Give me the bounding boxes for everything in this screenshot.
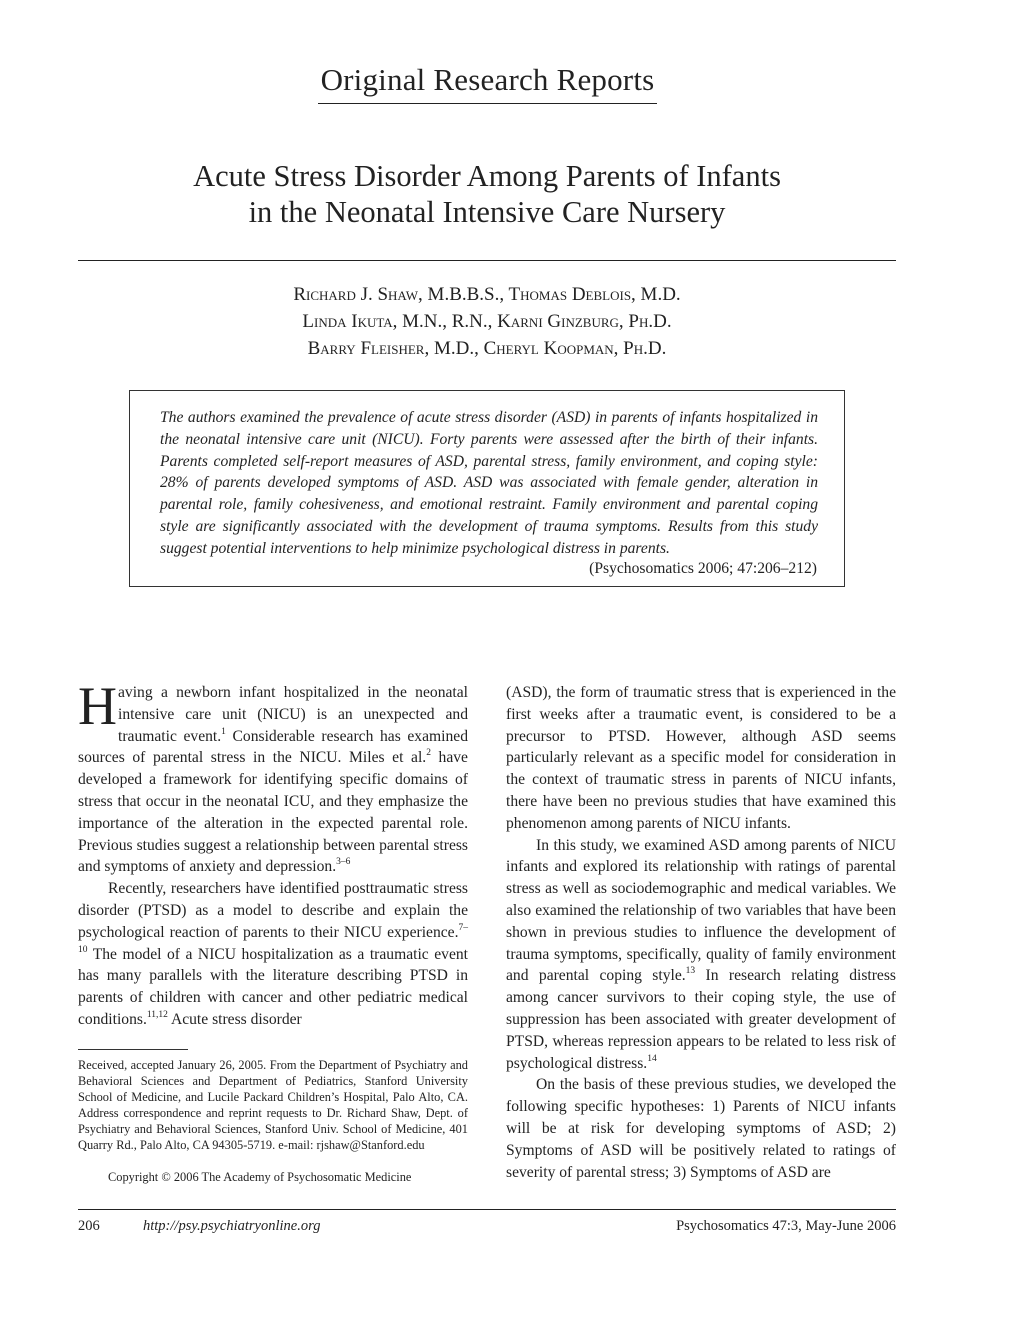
title-line-1: Acute Stress Disorder Among Parents of Infants	[193, 159, 781, 193]
section-header-text: Original Research Reports	[318, 62, 658, 104]
citation-marker: 2	[426, 748, 431, 759]
citation-marker: 11,12	[146, 1009, 168, 1020]
footnote-text: Received, accepted January 26, 2005. From the Department of Psychiatry and Behavioral Sciences and Department of Pediatrics, Stanford University School of Medicine, and Lucile Packard Children’s Hospital, Palo Alto, CA. Address correspondence and reprint requests to Dr. Richard Shaw, Dept. of Psychiatry and Behavioral Sciences, Stanford Univ. School of Medicine, 401 Quarry Rd., Palo Alto, CA 94305-5719. e-mail: rjshaw@Stanford.edu	[78, 1058, 468, 1152]
author-line: Richard J. Shaw, M.B.B.S., Thomas Deblois, M.D.	[293, 284, 681, 305]
body-column-left	[78, 676, 468, 1031]
body-paragraph: (ASD), the form of traumatic stress that is experienced in the first weeks after a traumatic event, is considered to be a precursor to PTSD. However, although ASD seems particularly relevant as a specific model for consideration in the context of traumatic stress in parents of NICU infants, there have been no previous studies that have examined this phenomenon among parents of NICU infants.	[506, 684, 896, 832]
body-paragraph: Recently, researchers have identified posttraumatic stress disorder (PTSD) as a model to describe and explain the psychological reaction of parents to their NICU experience.$^{7-10}$ The model of a NICU hospitalization as a traumatic event has many parallels with the literature describing PTSD in parents of children with cancer and other pediatric medical conditions.$^{11,12}$ Acute stress disorder	[78, 880, 468, 1028]
body-paragraph: In this study, we examined ASD among parents of NICU infants and explored its relationship with ratings of parental stress as well as sociodemographic and medical variables. We also examined the relationship of two variables that have been shown in previous studies to influence the development of trauma symptoms, specifically, quality of family environment and parental coping style.$^{13}$ In research relating distress among cancer survivors to their coping style, the use of suppression has been associated with greater development of PTSD, whereas repression appears to be related to less risk of psychological distress.$^{14}$	[506, 836, 896, 1072]
footnote-divider	[78, 1049, 188, 1050]
author-line: Barry Fleisher, M.D., Cheryl Koopman, Ph.D.	[307, 338, 667, 359]
section-header	[0, 62, 975, 104]
copyright-notice: Copyright © 2006 The Academy of Psychosomatic Medicine	[108, 1170, 412, 1184]
body-paragraph: On the basis of these previous studies, we developed the following specific hypotheses: 1) Parents of NICU infants will be at risk for developing symptoms of ASD; 2) Symptoms of ASD will be positively related to ratings of severity of parental stress; 3) Symptoms of ASD are	[506, 1076, 896, 1181]
abstract-box	[129, 390, 845, 587]
citation-marker: 13	[685, 966, 696, 977]
citation-marker: 3–6	[336, 857, 351, 868]
author-list	[78, 281, 896, 362]
page-number: 206	[78, 1218, 100, 1234]
citation-marker: 1	[221, 726, 226, 737]
drop-cap: H	[78, 676, 117, 736]
footer-divider	[78, 1209, 896, 1210]
author-line: Linda Ikuta, M.N., R.N., Karni Ginzburg, Ph.D.	[302, 311, 672, 332]
title-divider	[78, 260, 896, 261]
title-line-2: in the Neonatal Intensive Care Nursery	[248, 195, 726, 229]
journal-url: http://psy.psychiatryonline.org	[143, 1218, 321, 1234]
citation-marker: 7–10	[78, 922, 468, 955]
body-column-right	[506, 682, 896, 1183]
abstract-text: The authors examined the prevalence of acute stress disorder (ASD) in parents of infants hospitalized in the neonatal intensive care unit (NICU). Forty parents were assessed after the birth of their infants. Parents completed self-report measures of ASD, parental stress, family environment, and coping style: 28% of parents developed symptoms of ASD. ASD was associated with female gender, alteration in parental role, family cohesiveness, and emotional restraint. Family environment and parental coping style are significantly associated with the development of trauma symptoms. Results from this study suggest potential interventions to help minimize psychological distress in parents.	[160, 409, 818, 557]
journal-citation: Psychosomatics 47:3, May-June 2006	[676, 1218, 896, 1234]
citation-marker: 14	[647, 1053, 657, 1064]
article-title	[78, 158, 896, 230]
body-paragraph: Having a newborn infant hospitalized in the neonatal intensive care unit (NICU) is an unexpected and traumatic event.$^1$ Considerable research has examined sources of parental stress in the NICU. Miles et al.$^2$ have developed a framework for identifying specific domains of stress that occur in the neonatal ICU, and they emphasize the importance of the alteration in the expected parental role. Previous studies suggest a relationship between parental stress and symptoms of anxiety and depression.$^{3-6}$	[78, 676, 468, 876]
abstract-citation: (Psychosomatics 2006; 47:206–212)	[589, 560, 817, 577]
